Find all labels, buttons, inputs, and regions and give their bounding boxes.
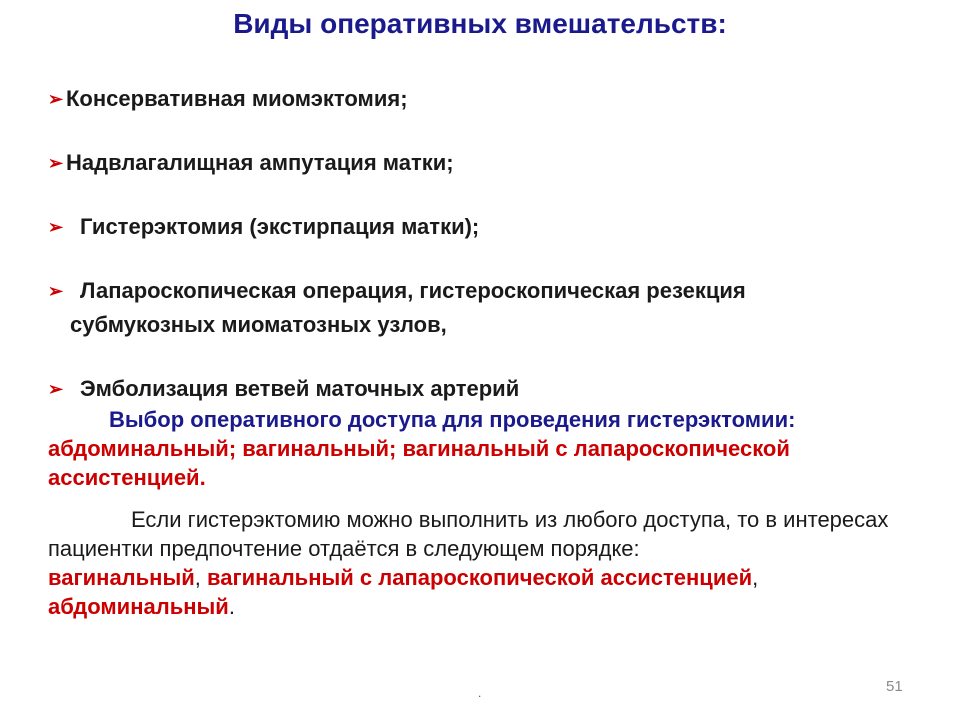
list-item-continuation: субмукозных миоматозных узлов, xyxy=(70,312,447,337)
list-item-text: Гистерэктомия (экстирпация матки); xyxy=(80,214,480,239)
preference-separator: , xyxy=(752,565,759,590)
arrowhead-bullet-icon: ➢ xyxy=(48,89,64,109)
preference-end: . xyxy=(228,594,235,619)
preference-option-3: абдоминальный xyxy=(48,594,229,619)
list-item xyxy=(48,84,408,114)
preference-option-1: вагинальный xyxy=(48,565,195,590)
access-choice-options: абдоминальный; вагинальный; вагинальный с лапароскопической ассистенцией. xyxy=(48,436,790,490)
footer-dot: . xyxy=(478,686,482,700)
list-item xyxy=(48,212,479,242)
access-choice-block xyxy=(48,405,948,492)
preference-intro: Если гистерэктомию можно выполнить из любого доступа, то в интересах пациентки предпочтение отдаётся в следующем порядке: xyxy=(48,507,889,561)
list-item xyxy=(48,374,519,404)
preference-paragraph xyxy=(48,505,948,621)
list-item-text: Эмболизация ветвей маточных артерий xyxy=(80,376,520,401)
list-item-text: Лапароскопическая операция, гистероскопическая резекция xyxy=(80,278,746,303)
arrowhead-bullet-icon: ➢ xyxy=(48,379,64,399)
preference-option-2: вагинальный с лапароскопической ассистенцией xyxy=(207,565,753,590)
arrowhead-bullet-icon: ➢ xyxy=(48,217,64,237)
list-item xyxy=(48,148,454,178)
page-number: 51 xyxy=(886,678,903,695)
list-item-text: Консервативная миомэктомия; xyxy=(66,86,408,111)
page-title: Виды оперативных вмешательств: xyxy=(233,8,727,39)
arrowhead-bullet-icon: ➢ xyxy=(48,281,64,301)
list-item xyxy=(48,276,746,306)
preference-separator: , xyxy=(194,565,208,590)
list-item-text: Надвлагалищная ампутация матки; xyxy=(66,150,454,175)
access-choice-heading: Выбор оперативного доступа для проведения гистерэктомии: xyxy=(109,407,796,432)
preference-order xyxy=(48,563,948,621)
arrowhead-bullet-icon: ➢ xyxy=(48,153,64,173)
